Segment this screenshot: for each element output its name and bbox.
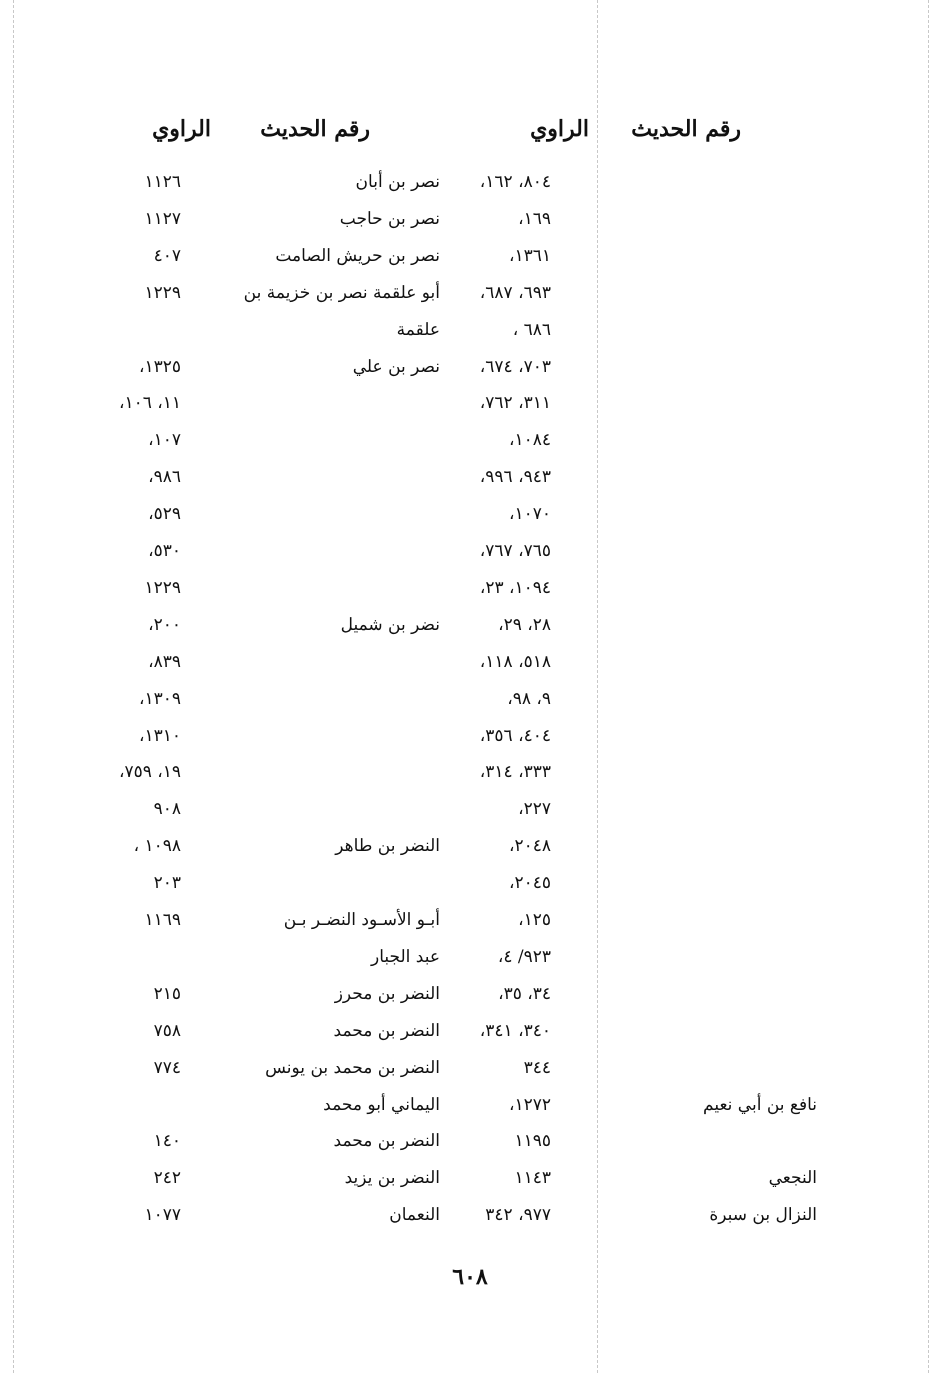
narrator-name: النضر بن محمد [333, 1020, 440, 1041]
index-row [0, 424, 937, 460]
narrator-name: نصر بن حريش الصامت [275, 245, 440, 266]
narrator-name-left: نافع بن أبي نعيم [703, 1094, 817, 1115]
narrator-name: النضر بن طاهر [335, 836, 440, 857]
right-hadith-numbers: ٩٢٣/ ٤، [497, 946, 551, 967]
index-row [0, 277, 937, 313]
left-hadith-numbers: ١٢٢٩ [144, 577, 181, 598]
header-narrator: الراوي [152, 116, 211, 142]
left-hadith-numbers: ١٣٢٥، [138, 356, 181, 377]
header-hadith-number: رقم الحديث [631, 116, 741, 142]
index-row [0, 904, 937, 940]
index-row [0, 646, 937, 682]
header-hadith-number: رقم الحديث [260, 116, 370, 142]
narrator-name: عبد الجبار [371, 946, 440, 967]
index-row [0, 535, 937, 571]
narrator-name: النعمان [389, 1205, 440, 1226]
right-hadith-numbers: ٦٩٣، ٦٨٧، [479, 282, 551, 303]
right-hadith-numbers: ٧٦٥، ٧٦٧، [479, 541, 551, 561]
right-hadith-numbers: ٢٢٧، [518, 799, 551, 820]
header-narrator: الراوي [530, 116, 589, 142]
index-row [0, 793, 937, 829]
right-hadith-numbers: ١٢٥، [518, 910, 551, 930]
right-hadith-numbers: ٤٠٤، ٣٥٦، [479, 725, 551, 746]
left-hadith-numbers: ١٠٧٧ [144, 1205, 181, 1226]
index-row [0, 240, 937, 276]
right-hadith-numbers: ٢٠٤٨، [508, 836, 551, 857]
left-hadith-numbers: ١٣٠٩، [138, 688, 181, 709]
narrator-name: النضر بن محرز [334, 983, 440, 1004]
left-hadith-numbers: ١١٢٧ [144, 208, 181, 229]
left-hadith-numbers: ١٩، ٧٥٩، [118, 762, 181, 783]
right-hadith-numbers: ٩، ٩٨، [507, 688, 551, 709]
left-hadith-numbers: ١١٢٦ [144, 172, 181, 192]
left-hadith-numbers: ٧٧٤ [153, 1057, 181, 1078]
right-hadith-numbers: ١١٤٣ [514, 1168, 551, 1189]
narrator-name: علقمة [396, 319, 440, 340]
left-hadith-numbers: ١٣١٠، [138, 725, 181, 746]
index-row [0, 1199, 937, 1235]
right-hadith-numbers: ٣١١، ٧٦٢، [479, 393, 551, 414]
index-row [0, 1089, 937, 1125]
right-hadith-numbers: ٣٣٣، ٣١٤، [479, 762, 551, 783]
left-hadith-numbers: ٢٠٣ [153, 873, 181, 894]
narrator-name-left: النجعي [768, 1168, 817, 1189]
right-hadith-numbers: ١٣٦١، [508, 245, 551, 266]
left-hadith-numbers: ٧٥٨ [153, 1020, 181, 1041]
right-hadith-numbers: ١٦٩، [518, 208, 551, 229]
right-hadith-numbers: ١٠٧٠، [508, 504, 551, 525]
index-row [0, 1125, 937, 1161]
left-hadith-numbers: ٥٣٠، [148, 541, 181, 561]
index-row [0, 1052, 937, 1088]
narrator-name: أبو علقمة نصر بن خزيمة بن [243, 282, 440, 303]
right-hadith-numbers: ٣٤٤ [523, 1057, 551, 1078]
index-row [0, 756, 937, 792]
right-hadith-numbers: ٦٨٦ ، [512, 319, 551, 340]
right-hadith-numbers: ٣٤، ٣٥، [498, 983, 551, 1004]
left-hadith-numbers: ١٢٢٩ [144, 282, 181, 303]
narrator-name: نصر بن أبان [355, 172, 440, 192]
narrator-name: نصر بن علي [352, 356, 440, 377]
right-hadith-numbers: ١٠٨٤، [508, 430, 551, 451]
index-row [0, 351, 937, 387]
index-row [0, 314, 937, 350]
index-row [0, 387, 937, 423]
index-row [0, 720, 937, 756]
narrator-name: النضر بن محمد بن يونس [265, 1057, 440, 1078]
index-row [0, 166, 937, 202]
left-hadith-numbers: ٩٨٦، [148, 467, 181, 488]
index-row [0, 978, 937, 1014]
narrator-name: النضر بن محمد [333, 1131, 440, 1152]
narrator-name: نضر بن شميل [340, 614, 440, 635]
narrator-name: نصر بن حاجب [339, 208, 440, 229]
narrator-name: أبـو الأسـود النضـر بـن [283, 910, 440, 930]
right-hadith-numbers: ٧٠٣، ٦٧٤، [479, 356, 551, 377]
index-row [0, 498, 937, 534]
right-hadith-numbers: ٢٠٤٥، [508, 873, 551, 894]
right-hadith-numbers: ٢٨، ٢٩، [498, 614, 551, 635]
right-hadith-numbers: ١٢٧٢، [508, 1094, 551, 1115]
right-hadith-numbers: ٩٤٣، ٩٩٦، [479, 467, 551, 488]
left-hadith-numbers: ٩٠٨ [153, 799, 181, 820]
left-hadith-numbers: ٨٣٩، [148, 651, 181, 672]
left-hadith-numbers: ٤٠٧ [153, 245, 181, 266]
index-row [0, 683, 937, 719]
index-row [0, 1162, 937, 1198]
left-hadith-numbers: ١١، ١٠٦، [118, 393, 181, 414]
index-row [0, 203, 937, 239]
left-hadith-numbers: ٢٤٢ [153, 1168, 181, 1189]
left-hadith-numbers: ٢١٥ [153, 983, 181, 1004]
left-hadith-numbers: ١١٦٩ [144, 910, 181, 930]
index-row [0, 1015, 937, 1051]
left-hadith-numbers: ١٠٩٨ ، [133, 836, 181, 857]
narrator-name: اليماني أبو محمد [323, 1094, 440, 1115]
left-hadith-numbers: ١٤٠ [153, 1131, 181, 1152]
left-hadith-numbers: ٢٠٠، [148, 614, 181, 635]
right-hadith-numbers: ١١٩٥ [514, 1131, 551, 1152]
left-hadith-numbers: ١٠٧، [148, 430, 181, 451]
index-row [0, 830, 937, 866]
right-hadith-numbers: ٩٧٧، ٣٤٢ [485, 1205, 551, 1226]
right-hadith-numbers: ١٠٩٤، ٢٣، [479, 577, 551, 598]
right-hadith-numbers: ٨٠٤، ١٦٢، [479, 172, 551, 192]
left-hadith-numbers: ٥٢٩، [148, 504, 181, 525]
narrator-name: النضر بن يزيد [344, 1168, 440, 1189]
page-number: ٦٠٨ [452, 1264, 488, 1290]
index-row [0, 461, 937, 497]
right-hadith-numbers: ٥١٨، ١١٨، [479, 651, 551, 672]
index-row [0, 572, 937, 608]
index-row [0, 941, 937, 977]
right-hadith-numbers: ٣٤٠، ٣٤١، [479, 1020, 551, 1041]
narrator-name-left: النزال بن سبرة [709, 1205, 817, 1226]
index-row [0, 609, 937, 645]
index-row [0, 867, 937, 903]
